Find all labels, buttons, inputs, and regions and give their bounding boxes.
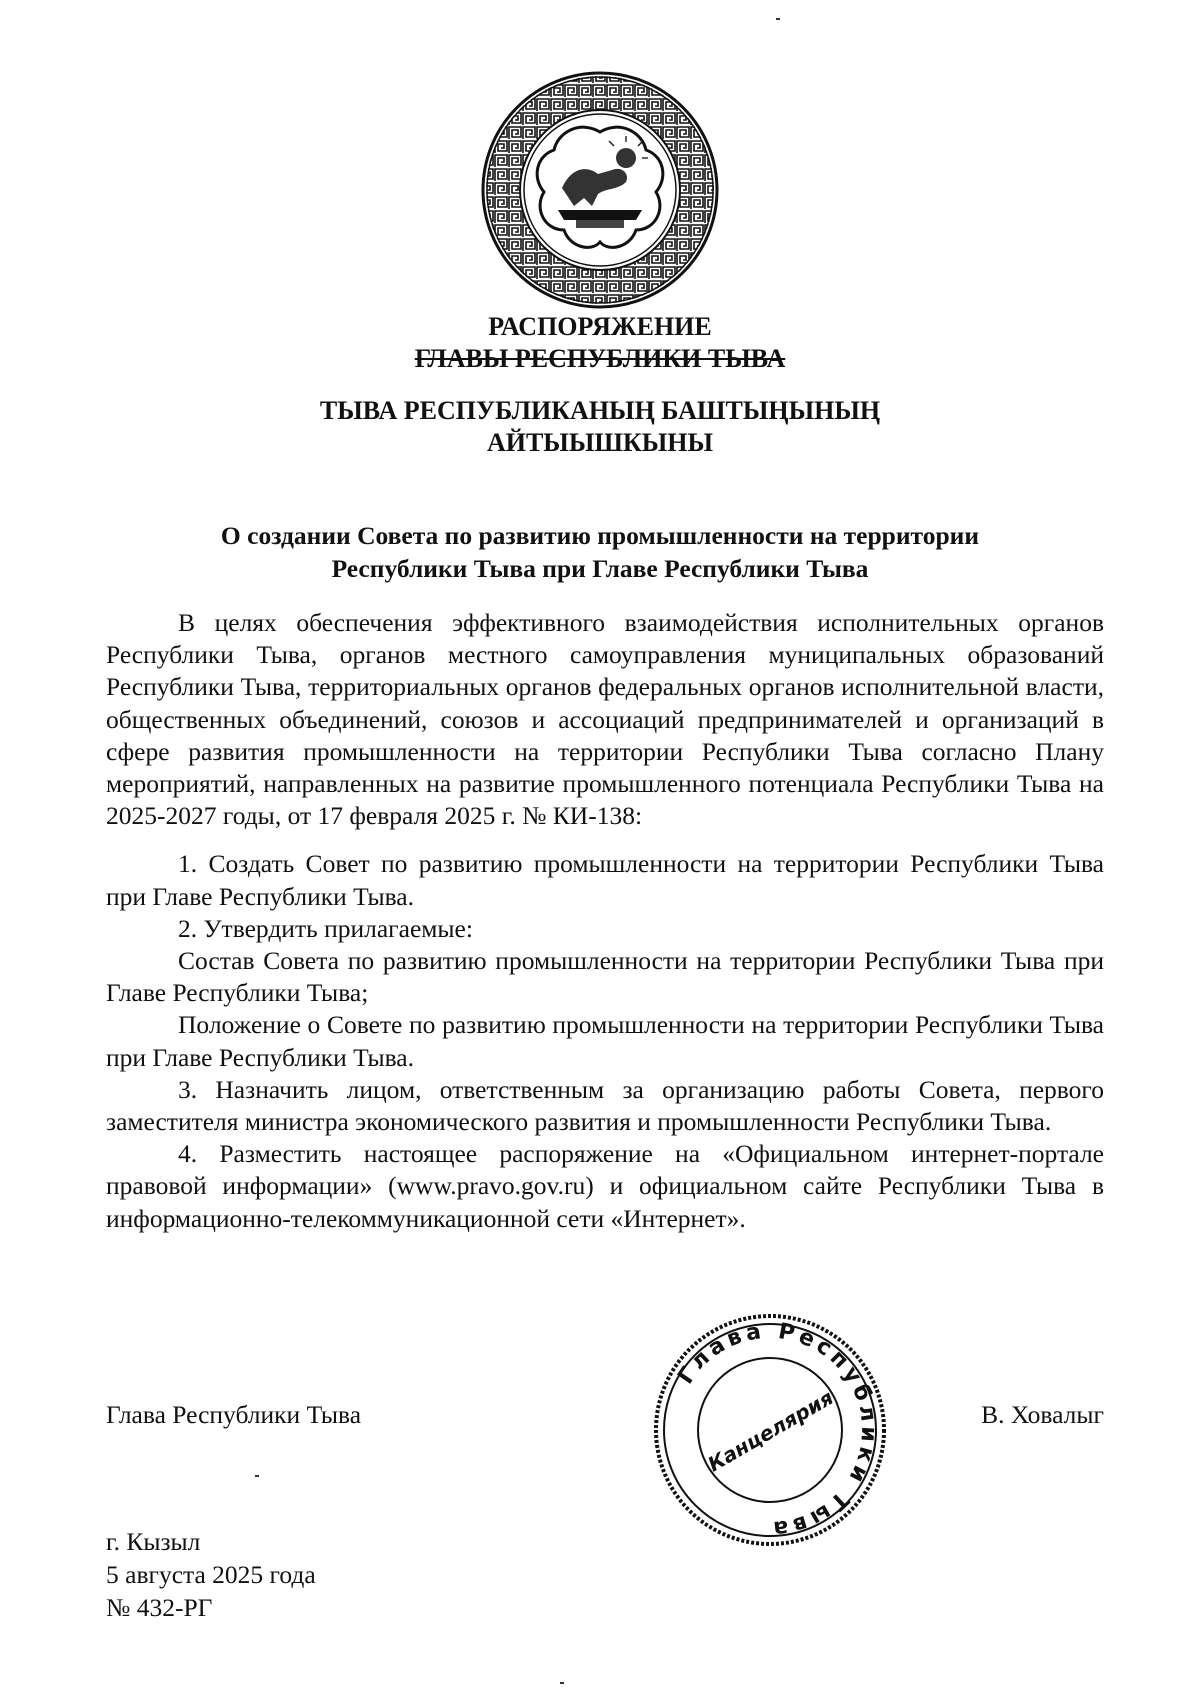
- scan-speck: [776, 18, 780, 20]
- office-stamp: [650, 1310, 890, 1550]
- item-2-composition: Состав Совета по развитию промышленности на территории Республики Тыва при Главе Республики Тыва;: [106, 946, 1104, 1008]
- scan-speck: [255, 1475, 259, 1477]
- title-line-1: О создании Совета по развитию промышленности на территории: [220, 521, 980, 550]
- scan-speck: [560, 1682, 564, 1684]
- item-2: 2. Утвердить прилагаемые:: [178, 913, 473, 943]
- item-3: 3. Назначить лицом, ответственным за организацию работы Совета, первого заместителя министра экономического развития и промышленности Республики Тыва.: [106, 1074, 1104, 1137]
- issuer-russian: ГЛАВЫ РЕСПУБЛИКИ ТЫВА: [414, 344, 786, 373]
- document-number: № 432-РГ: [106, 1593, 213, 1622]
- document-type-tuvan: ТЫВА РЕСПУБЛИКАНЫҢ БАШТЫҢЫНЫҢ: [319, 396, 881, 425]
- title-line-2: Республики Тыва при Главе Республики Тыва: [331, 554, 869, 583]
- issue-details: [106, 1525, 316, 1624]
- item-2-regulation: Положение о Совете по развитию промышленности на территории Республики Тыва при Главе Республики Тыва.: [106, 1010, 1104, 1072]
- document-title: [100, 519, 1100, 585]
- issuer-tuvan: АЙТЫЫШКЫНЫ: [486, 428, 714, 457]
- stamp-center-text: Канцелярия: [703, 1385, 838, 1477]
- republic-emblem: [480, 70, 720, 310]
- item-1: 1. Создать Совет по развитию промышленности на территории Республики Тыва при Главе Республики Тыва.: [106, 849, 1104, 911]
- document-body: [106, 607, 1104, 1235]
- preamble-paragraph: В целях обеспечения эффективного взаимодействия исполнительных органов Республики Тыва, органов местного самоуправления муниципальных образований Республики Тыва, территориальных органов федеральных органов исполнительной власти, общественных объединений, союзов и ассоциаций предпринимателей и организаций в сфере развития промышленности на территории Республики Тыва согласно Плану мероприятий, направленных на развитие промышленного потенциала Республики Тыва на 2025-2027 годы, от 17 февраля 2025 г. № КИ-138:: [106, 608, 1104, 831]
- stamp-ring-text: Глава Республики Тыва: [673, 1318, 882, 1542]
- issue-date: 5 августа 2025 года: [106, 1560, 316, 1589]
- item-4: 4. Разместить настоящее распоряжение на «Официальном интернет-портале правовой информации» (www.pravo.gov.ru) и официальном сайте Республики Тыва в информационно-телекоммуникационной сети «Интернет».: [106, 1139, 1104, 1233]
- issue-city: г. Кызыл: [106, 1527, 201, 1556]
- signatory-name: В. Ховалыг: [981, 1400, 1104, 1429]
- document-type: РАСПОРЯЖЕНИЕ: [488, 312, 712, 341]
- signatory-position: Глава Республики Тыва: [106, 1400, 362, 1429]
